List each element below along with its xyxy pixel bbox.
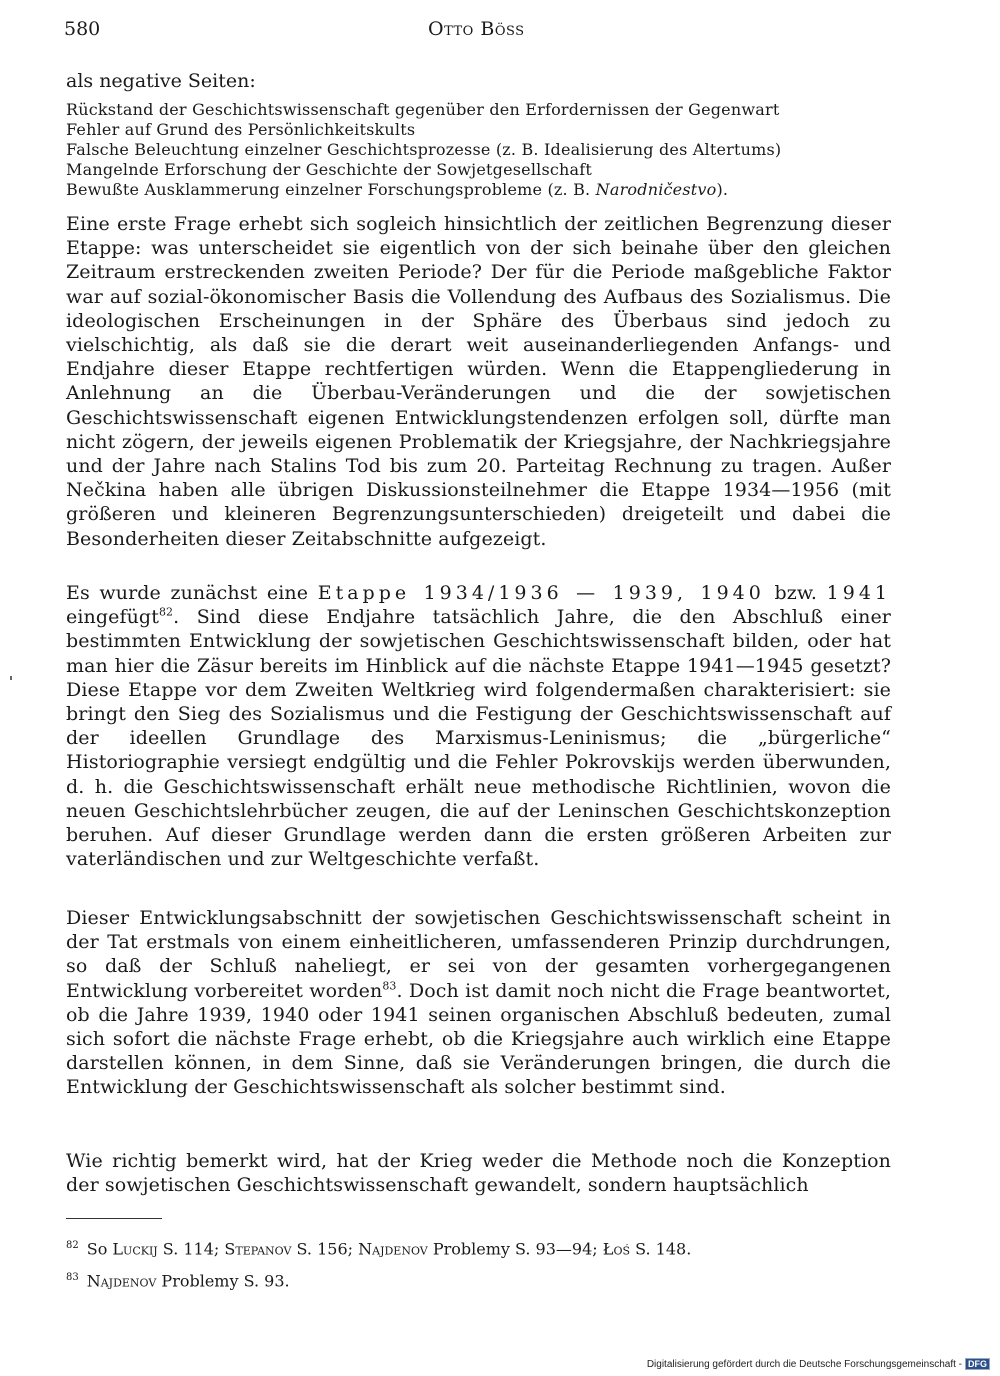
footnote-number: 82 <box>66 1240 79 1251</box>
list-item: Falsche Beleuchtung einzelner Geschichtsprozesse (z. B. Idealisierung des Altertums) <box>66 140 782 159</box>
page-number: 580 <box>64 18 101 40</box>
list-item: Fehler auf Grund des Persönlichkeitskults <box>66 120 416 139</box>
footnote-number: 83 <box>66 1272 79 1283</box>
footnote-83: $^{83}$ Najdenov Problemy S. 93. <box>66 1271 290 1291</box>
negatives-heading: als negative Seiten: <box>66 70 256 92</box>
paragraph-2: Es wurde zunächst eine Etappe 1934/1936 — 1939, 1940 bzw. 1941 eingefügt$^{82}$. Sind diese Endjahre tatsächlich Jahre, die den Abschluß einer bestimmten Entwicklung der sowjetischen Geschichtswissenschaft bilden, oder hat man hier die Zäsur bereits im Hinblick auf die nächste Etappe 1941—1945 gesetzt? Diese Etappe vor dem Zweiten Weltkrieg wird folgendermaßen charakterisiert: sie bringt den Sieg des Sozialismus und die Festigung der Geschichtswissenschaft auf der ideellen Grundlage des Marxismus-Leninismus; die „bürgerliche“ Historiographie versiegt endgültig und die Fehler Pokrovskijs werden überwunden, d. h. die Geschichtswissenschaft erhält neue methodische Richtlinien, wovon die neuen Geschichtslehrbücher zeugen, die auf der Leninschen Geschichtskonzeption beruhen. Auf dieser Grundlage werden dann die ersten größeren Arbeiten zur vaterländischen und zur Weltgeschichte verfaßt. <box>66 582 892 871</box>
spaced-emphasis: 1941 <box>826 582 892 604</box>
list-item: Bewußte Ausklammerung einzelner Forschungsprobleme (z. B. Narodničestvo). <box>66 180 729 199</box>
paragraph-1: Eine erste Frage erhebt sich sogleich hinsichtlich der zeitlichen Begrenzung dieser Etappe: was unterscheidet sie eigentlich von der sich beinahe über den gleichen Zeitraum erstreckenden zweiten Periode? Der für die Periode maßgebliche Faktor war auf sozial-ökonomischer Basis die Vollendung des Aufbaus des Sozialismus. Die ideologischen Erscheinungen in der Sphäre des Überbaus sind jedoch zu vielschichtig, als daß sie die derart weit auseinanderliegenden Anfangs- und Endjahre dieser Etappe rechtfertigen würden. Wenn die Etappengliederung in Anlehnung an die Überbau-Veränderungen und die der sowjetischen Geschichtswissenschaft eigenen Entwicklungstendenzen erfolgen soll, dürfte man nicht zögern, der jeweils eigenen Problematik der Kriegsjahre, der Nachkriegsjahre und der Jahre nach Stalins Tod bis zum 20. Parteitag Rechnung zu tragen. Außer Nečkina haben alle übrigen Diskussionsteilnehmer die Etappe 1934—1956 (mit größeren und kleineren Begrenzungsunterschieden) dreigeteilt und dabei die Besonderheiten dieser Zeitabschnitte aufgezeigt. <box>66 213 891 550</box>
paragraph-3: Dieser Entwicklungsabschnitt der sowjetischen Geschichtswissenschaft scheint in der Tat erstmals von einem einheitlicheren, umfassenderen Prinzip durchdrungen, so daß der Schluß naheliegt, er sei von der gesamten vorhergegangenen Entwicklung vorbereitet worden$^{83}$. Doch ist damit noch nicht die Frage beantwortet, ob die Jahre 1939, 1940 oder 1941 seinen organischen Abschluß bedeuten, zumal sich sofort die nächste Frage erhebt, ob die Kriegsjahre auch wirklich eine Etappe darstellen können, in dem Sinne, daß sie Veränderungen bringen, die durch die Entwicklung der Geschichtswissenschaft als solcher bestimmt sind. <box>66 907 891 1099</box>
paragraph-4: Wie richtig bemerkt wird, hat der Krieg weder die Methode noch die Konzeption der sowjetischen Geschichtswissenschaft gewandelt, sondern hauptsächlich <box>66 1150 891 1197</box>
scan-mark <box>10 676 12 680</box>
spaced-emphasis: Etappe 1934/1936 — 1939, 1940 <box>317 582 765 604</box>
list-item: Mangelnde Erforschung der Geschichte der Sowjetgesellschaft <box>66 160 593 179</box>
digitization-credit <box>647 1358 990 1370</box>
footnote-divider <box>66 1218 162 1219</box>
dfg-logo-icon: DFG <box>965 1358 990 1370</box>
credit-text: Digitalisierung gefördert durch die Deutsche Forschungsgemeinschaft - <box>646 1358 962 1370</box>
list-item: Rückstand der Geschichtswissenschaft gegenüber den Erfordernissen der Gegenwart <box>66 100 780 119</box>
footnote-ref[interactable]: 82 <box>158 605 174 619</box>
negatives-list <box>66 100 916 200</box>
italic-term: Narodničestvo <box>595 180 717 199</box>
footnote-82: $^{82}$ So Luckij S. 114; Stepanov S. 156; Najdenov Problemy S. 93—94; Łoś S. 148. <box>66 1239 692 1259</box>
running-head: Otto Böss <box>428 18 525 40</box>
footnote-ref[interactable]: 83 <box>382 979 397 993</box>
